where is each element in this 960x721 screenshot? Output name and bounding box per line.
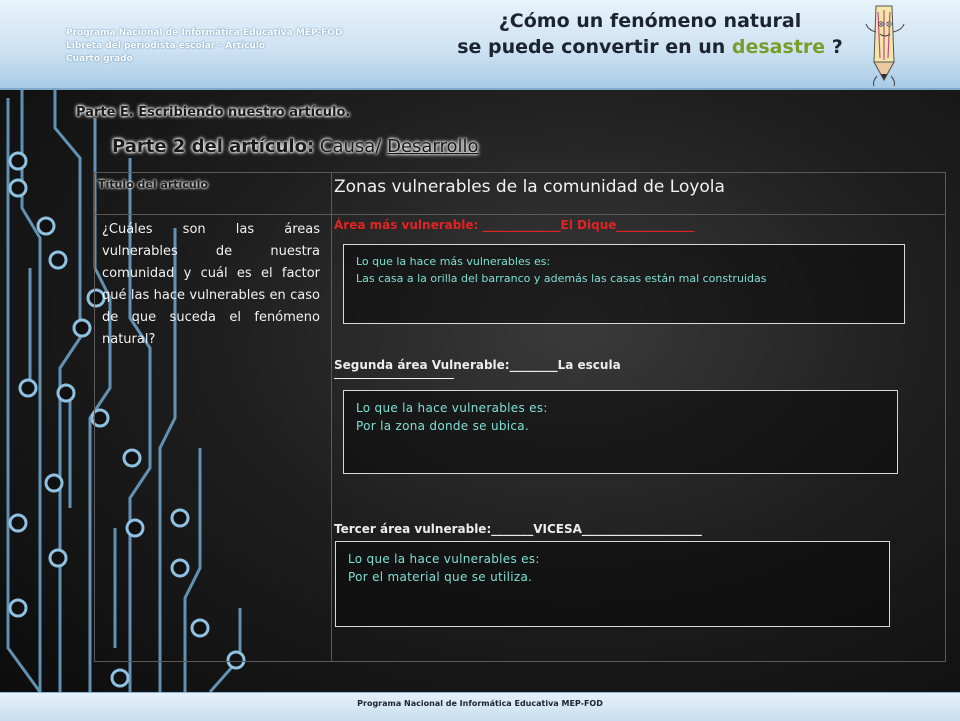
area3-box <box>335 541 890 627</box>
pencil-character-icon <box>862 2 910 88</box>
area2-line: Segunda área Vulnerable:________La escula <box>334 358 621 372</box>
subheading-normal: Causa/ <box>314 136 388 157</box>
subheading-underlined: Desarrollo <box>387 136 479 157</box>
header-meta-program: Programa Nacional de Informática Educativa MEP-FOD <box>66 28 343 38</box>
area2-box <box>343 390 898 474</box>
header-meta <box>66 27 342 66</box>
table-divider-vertical <box>331 173 332 661</box>
page-title-line2 <box>450 34 850 60</box>
article-question: ¿Cuáles son las áreas vulnerables de nuestra comunidad y cuál es el factor qué las hace vulnerables en caso de que suceda el fenómeno natural? <box>102 222 320 347</box>
area1-box <box>343 244 905 324</box>
page-title-prefix: se puede convertir en un <box>457 36 732 58</box>
footer-banner <box>0 692 960 721</box>
section-subheading <box>112 136 479 157</box>
area3-box-reason: Por el material que se utiliza. <box>348 570 533 584</box>
article-title-label: Título del artículo <box>98 178 209 191</box>
page-title-line1: ¿Cómo un fenómeno natural <box>498 10 802 32</box>
area2-box-reason: Por la zona donde se ubica. <box>356 419 530 433</box>
area1-line: Área más vulnerable: _____________El Dique_____________ <box>334 218 695 232</box>
area3-box-label: Lo que la hace vulnerables es: <box>348 552 540 566</box>
header-banner <box>0 0 960 90</box>
header-meta-grade: Cuarto grado <box>66 54 133 64</box>
page-title-accent: desastre <box>731 36 826 58</box>
subheading-bold: Parte 2 del artículo: <box>112 136 315 157</box>
table-divider-horizontal <box>95 214 945 215</box>
area3-box-text <box>348 550 879 586</box>
page-title-suffix: ? <box>825 36 843 58</box>
area2-box-label: Lo que la hace vulnerables es: <box>356 401 548 415</box>
area1-box-text <box>356 253 894 287</box>
footer-text: Programa Nacional de Informática Educativa MEP-FOD <box>357 699 603 708</box>
article-title-value: Zonas vulnerables de la comunidad de Loyola <box>334 177 725 197</box>
area2-underline <box>334 378 454 379</box>
section-heading: Parte E. Escribiendo nuestro artículo. <box>76 105 351 120</box>
area3-line: Tercer área vulnerable:_______VICESA____________________ <box>334 522 702 536</box>
page-title <box>450 8 850 60</box>
header-meta-notebook: Libreta del periodista escolar - Artículo <box>66 41 266 51</box>
area1-box-reason: Las casa a la orilla del barranco y además las casas están mal construidas <box>356 272 767 285</box>
area1-box-label: Lo que la hace más vulnerables es: <box>356 255 551 268</box>
area2-box-text <box>356 399 887 435</box>
